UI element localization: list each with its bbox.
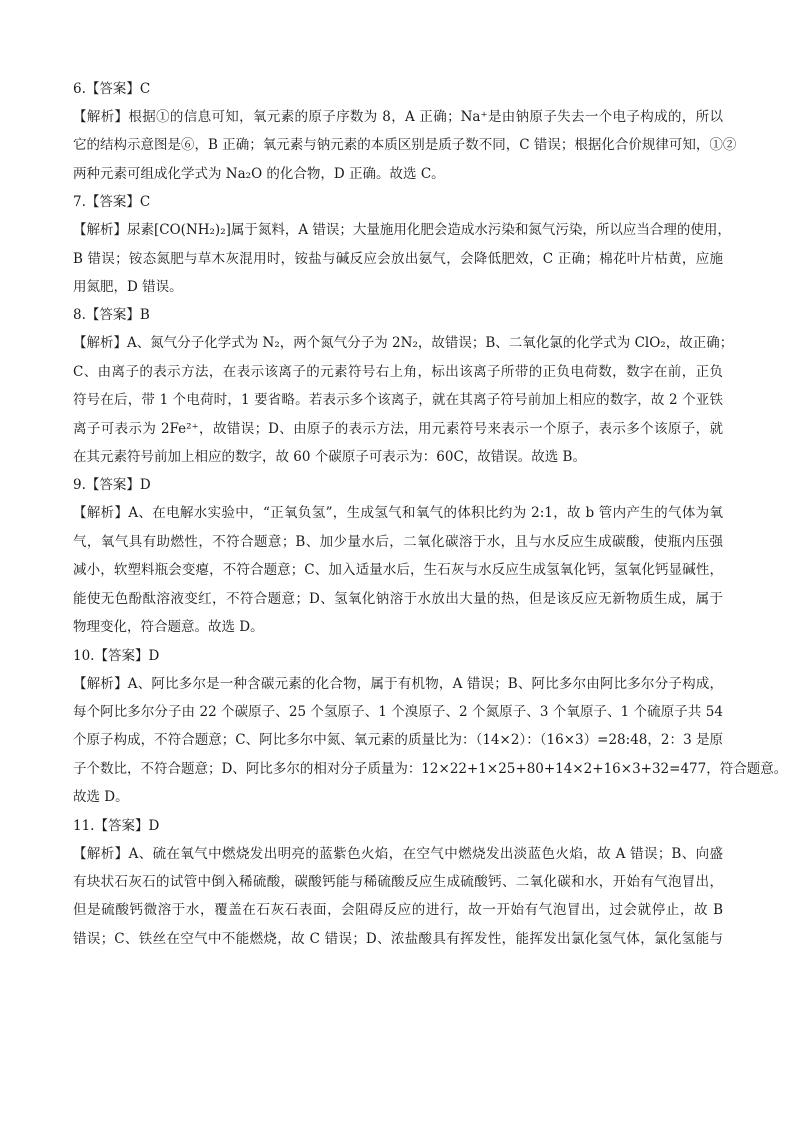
analysis-line: C、由离子的表示方法，在表示该离子的元素符号右上角，标出该离子所带的正负电荷数，数字在前，正负 xyxy=(73,363,723,380)
analysis-line: 【解析】A、阿比多尔是一种含碳元素的化合物，属于有机物，A 错误；B、阿比多尔由阿比多尔分子构成， xyxy=(73,675,723,692)
analysis-text xyxy=(73,103,737,188)
analysis-line: 【解析】根据①的信息可知，氧元素的原子序数为 8，A 正确；Na⁺是由钠原子失去一个电子构成的，所以 xyxy=(73,109,723,125)
question-8 xyxy=(73,301,734,471)
question-7 xyxy=(73,188,731,301)
analysis-line: 减小，软塑料瓶会变瘪，不符合题意；C、加入适量水后，生石灰与水反应生成氢氧化钙，氢氧化钙显碱性， xyxy=(73,562,723,579)
analysis-text xyxy=(73,329,734,471)
analysis-text xyxy=(73,840,723,954)
answer-heading: 7.【答案】C xyxy=(73,194,151,211)
analysis-line: 在其元素符号前加上相应的数字，故 60 个碳原子可表示为：60C，故错误。故选 B。 xyxy=(73,449,586,466)
answer-heading: 10.【答案】D xyxy=(73,647,160,664)
analysis-line: 【解析】A、氮气分子化学式为 N₂，两个氮气分子为 2N₂，故错误；B、二氧化氯的化学式为 ClO₂，故正确； xyxy=(73,335,734,352)
analysis-line: 有块状石灰石的试管中倒入稀硫酸，碳酸钙能与稀硫酸反应生成硫酸钙、二氧化碳和水，开始有气泡冒出， xyxy=(73,873,723,890)
analysis-line: B 错误；铵态氮肥与草木灰混用时，铵盐与碱反应会放出氨气，会降低肥效，C 正确；棉花叶片枯黄，应施 xyxy=(73,250,723,267)
analysis-text xyxy=(73,499,723,641)
answer-heading: 11.【答案】D xyxy=(73,817,160,834)
analysis-text xyxy=(73,216,731,301)
analysis-line: 【解析】A、硫在氧气中燃烧发出明亮的蓝紫色火焰，在空气中燃烧发出淡蓝色火焰，故 A 错误；B、向盛 xyxy=(73,845,723,862)
answer-page xyxy=(73,75,788,953)
analysis-line: 两种元素可组成化学式为 Na₂O 的化合物，D 正确。故选 C。 xyxy=(73,165,445,182)
answer-heading: 6.【答案】C xyxy=(73,81,151,97)
analysis-text xyxy=(73,670,788,812)
question-6 xyxy=(73,75,737,188)
analysis-line: 但是硫酸钙微溶于水，覆盖在石灰石表面，会阻碍反应的进行，故一开始有气泡冒出，过会就停止，故 B xyxy=(73,902,723,919)
analysis-line: 能使无色酚酞溶液变红，不符合题意；D、氢氧化钠溶于水放出大量的热，但是该反应无新物质生成，属于 xyxy=(73,590,723,607)
question-11 xyxy=(73,812,723,954)
analysis-line: 个原子构成，不符合题意；C、阿比多尔中氮、氧元素的质量比为：（14×2）：（16×3）=28:48，2：3 是原 xyxy=(73,732,723,749)
analysis-line: 它的结构示意图是⑥，B 正确；氧元素与钠元素的本质区别是质子数不同，C 错误；根据化合价规律可知，①② xyxy=(73,137,737,154)
analysis-line: 【解析】A、在电解水实验中，“正氧负氢”，生成氢气和氧气的体积比约为 2:1，故 b 管内产生的气体为氧 xyxy=(73,505,723,522)
analysis-line: 【解析】尿素[CO(NH₂)₂]属于氮料，A 错误；大量施用化肥会造成水污染和氮气污染，所以应当合理的使用， xyxy=(73,222,731,239)
analysis-line: 用氮肥，D 错误。 xyxy=(73,279,183,296)
answer-heading: 9.【答案】D xyxy=(73,477,151,494)
answer-heading: 8.【答案】B xyxy=(73,307,150,324)
question-10 xyxy=(73,642,788,812)
analysis-line: 子个数比，不符合题意；D、阿比多尔的相对分子质量为：12×22+1×25+80+14×2+16×3+32=477，符合题意。 xyxy=(73,760,788,777)
question-9 xyxy=(73,471,723,641)
analysis-line: 离子可表示为 2Fe²⁺，故错误；D、由原子的表示方法，用元素符号来表示一个原子，表示多个该原子，就 xyxy=(73,420,723,437)
analysis-line: 气，氧气具有助燃性，不符合题意；B、加少量水后，二氧化碳溶于水，且与水反应生成碳酸，使瓶内压强 xyxy=(73,533,723,550)
analysis-line: 每个阿比多尔分子由 22 个碳原子、25 个氢原子、1 个溴原子、2 个氮原子、3 个氧原子、1 个硫原子共 54 xyxy=(73,703,723,720)
analysis-line: 故选 D。 xyxy=(73,789,129,806)
analysis-line: 符号在后，带 1 个电荷时，1 要省略。若表示多个该离子，就在其离子符号前加上相应的数字，故 2 个亚铁 xyxy=(73,392,723,409)
analysis-line: 物理变化，符合题意。故选 D。 xyxy=(73,619,264,636)
analysis-line: 错误；C、铁丝在空气中不能燃烧，故 C 错误；D、浓盐酸具有挥发性，能挥发出氯化氢气体，氯化氢能与 xyxy=(73,930,723,947)
